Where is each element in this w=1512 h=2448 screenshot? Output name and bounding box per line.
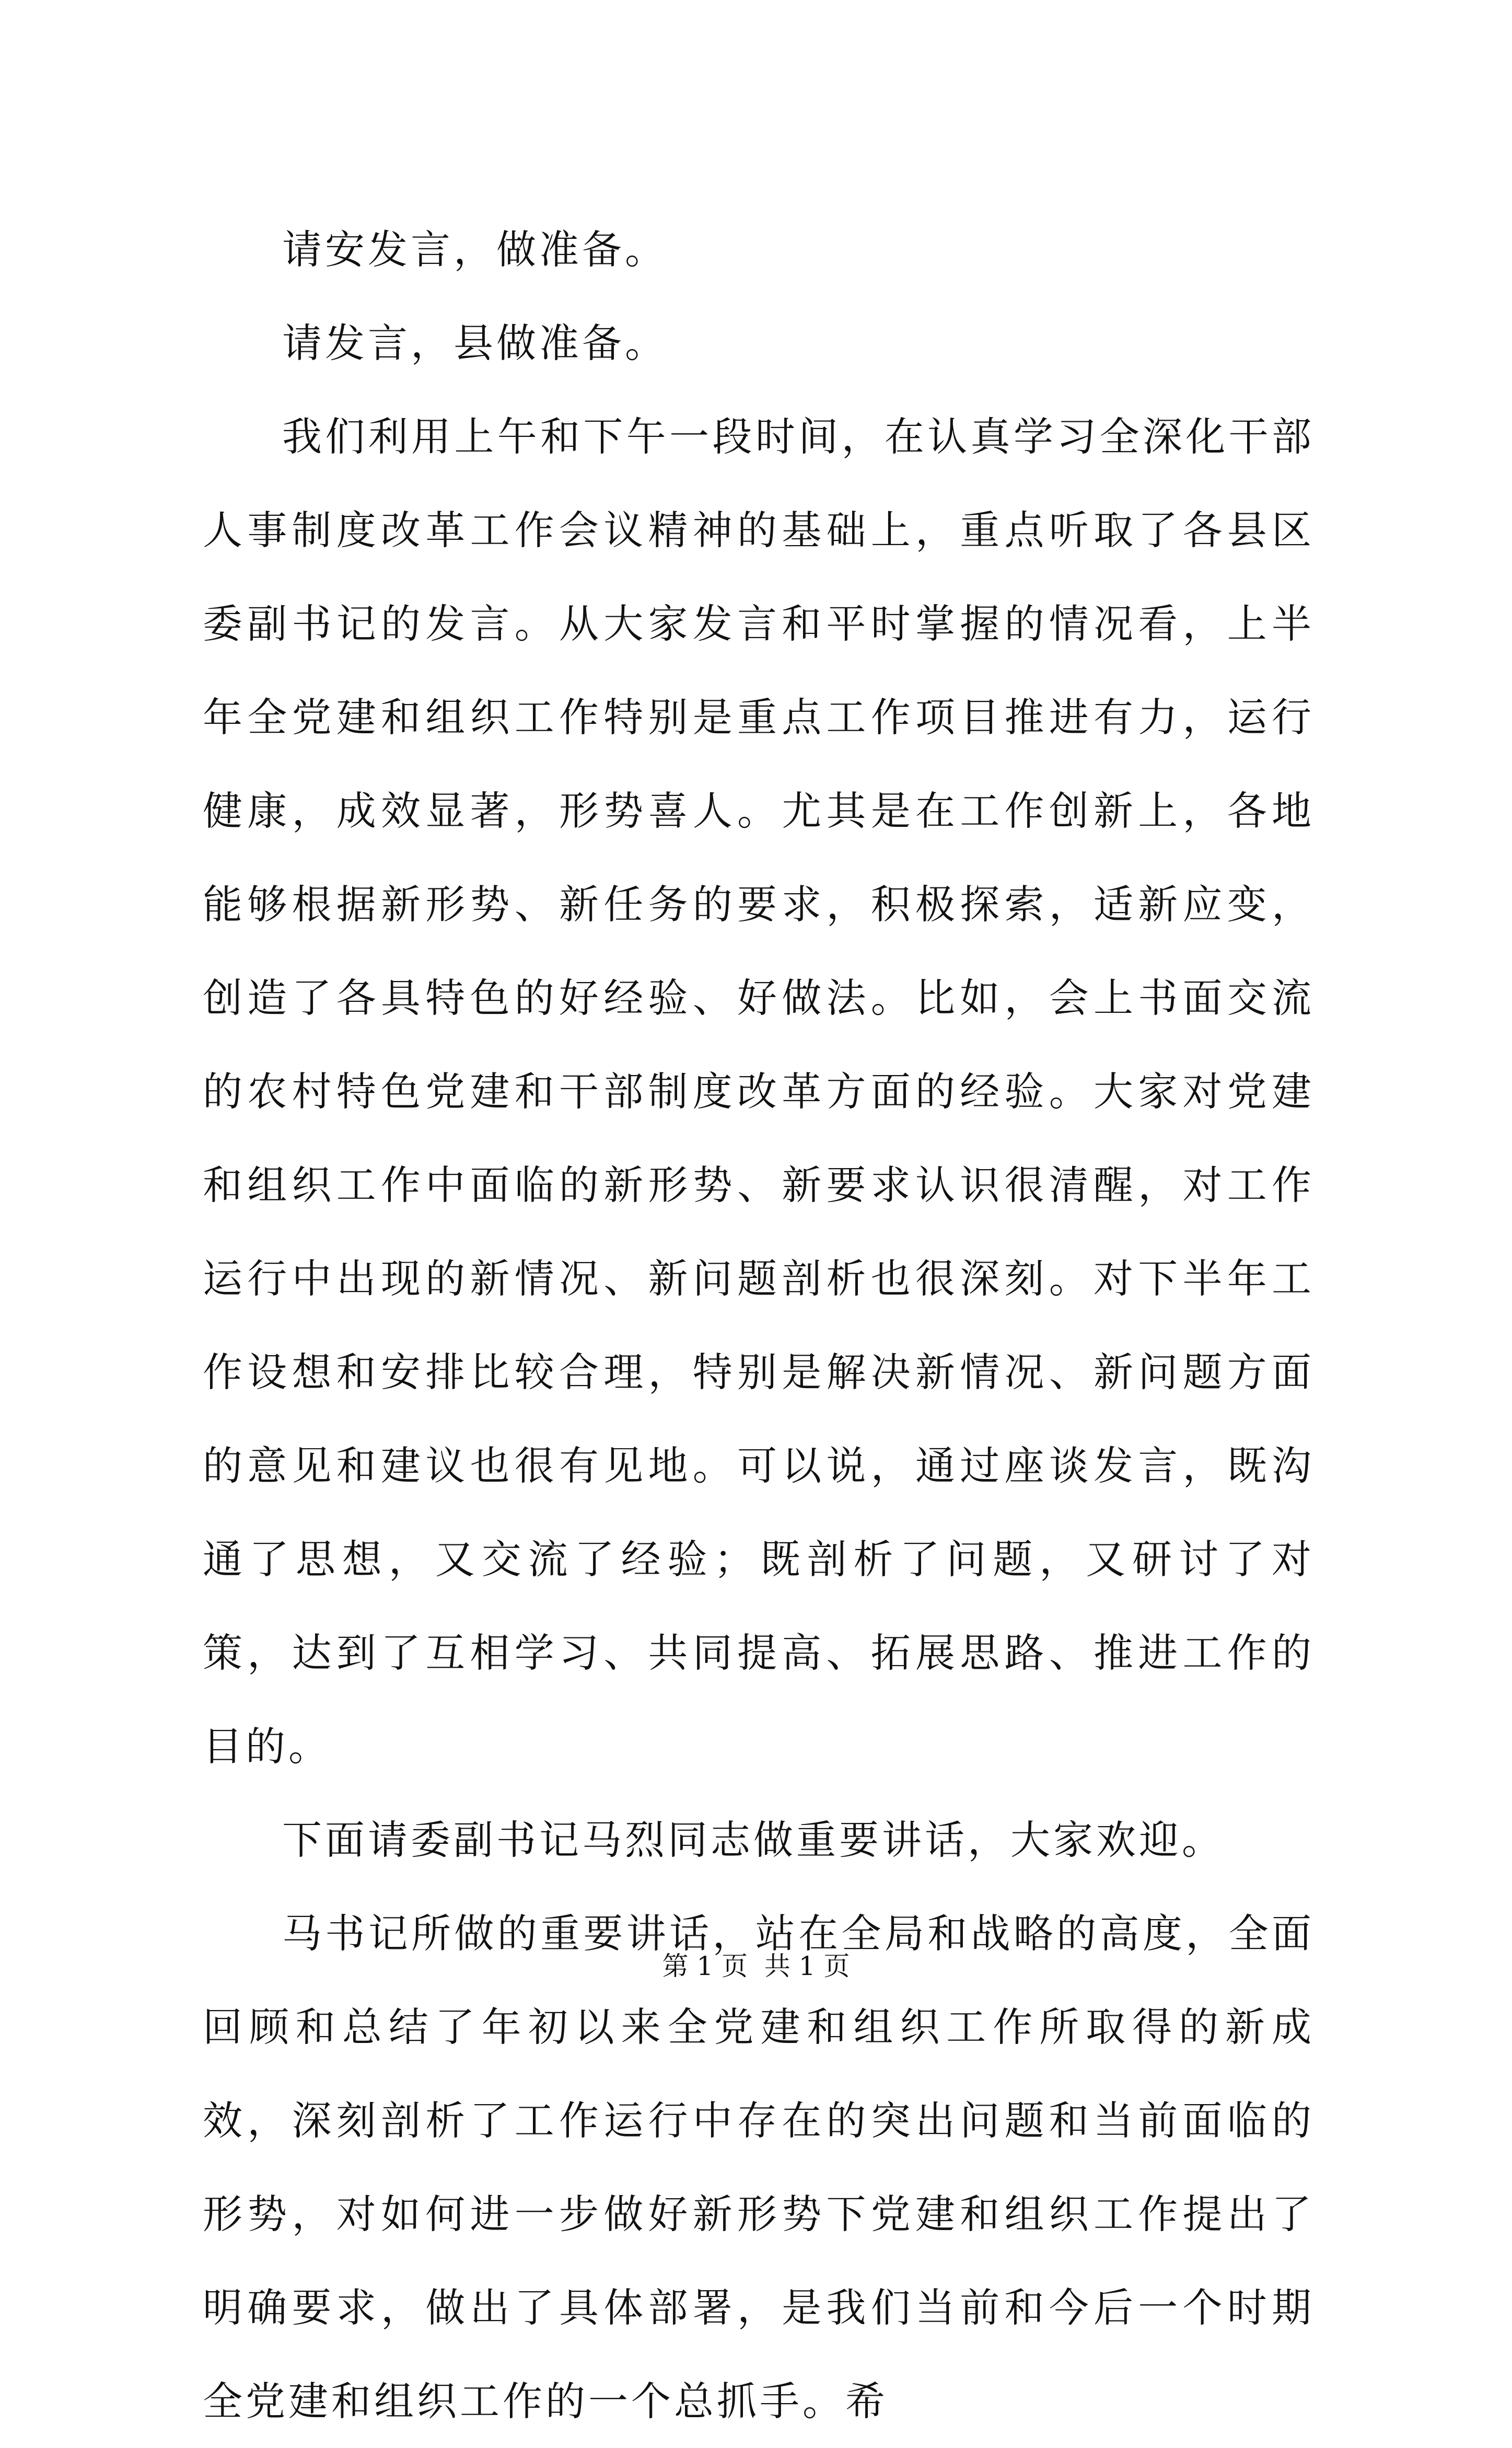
document-body (203, 203, 1315, 2448)
paragraph-5: 马书记所做的重要讲话，站在全局和战略的高度，全面回顾和总结了年初以来全党建和组织工作所取得的新成效，深刻剖析了工作运行中存在的突出问题和当前面临的形势，对如何进一步做好新形势下党建和组织工作提出了明确要求，做出了具体部署，是我们当前和今后一个时期全党建和组织工作的一个总抓手。希 (203, 1910, 1315, 2424)
page-number-label: 第 1 页 共 1 页 (662, 1951, 850, 1981)
paragraph-4: 下面请委副书记马烈同志做重要讲话，大家欢迎。 (282, 1817, 1225, 1863)
paragraph-2: 请发言，县做准备。 (282, 320, 668, 366)
paragraph-3: 我们利用上午和下午一段时间，在认真学习全深化干部人事制度改革工作会议精神的基础上，重点听取了各县区委副书记的发言。从大家发言和平时掌握的情况看，上半年全党建和组织工作特别是重点工作项目推进有力，运行健康，成效显著，形势喜人。尤其是在工作创新上，各地能够根据新形势、新任务的要求，积极探索，适新应变，创造了各具特色的好经验、好做法。比如，会上书面交流的农村特色党建和干部制度改革方面的经验。大家对党建和组织工作中面临的新形势、新要求认识很清醒，对工作运行中出现的新情况、新问题剖析也很深刻。对下半年工作设想和安排比较合理，特别是解决新情况、新问题方面的意见和建议也很有见地。可以说，通过座谈发言，既沟通了思想，又交流了经验；既剖析了问题，又研讨了对策，达到了互相学习、共同提高、拓展思路、推进工作的目的。 (203, 413, 1315, 1770)
paragraph-1: 请安发言，做准备。 (282, 226, 668, 273)
page-footer (0, 1945, 1512, 1983)
